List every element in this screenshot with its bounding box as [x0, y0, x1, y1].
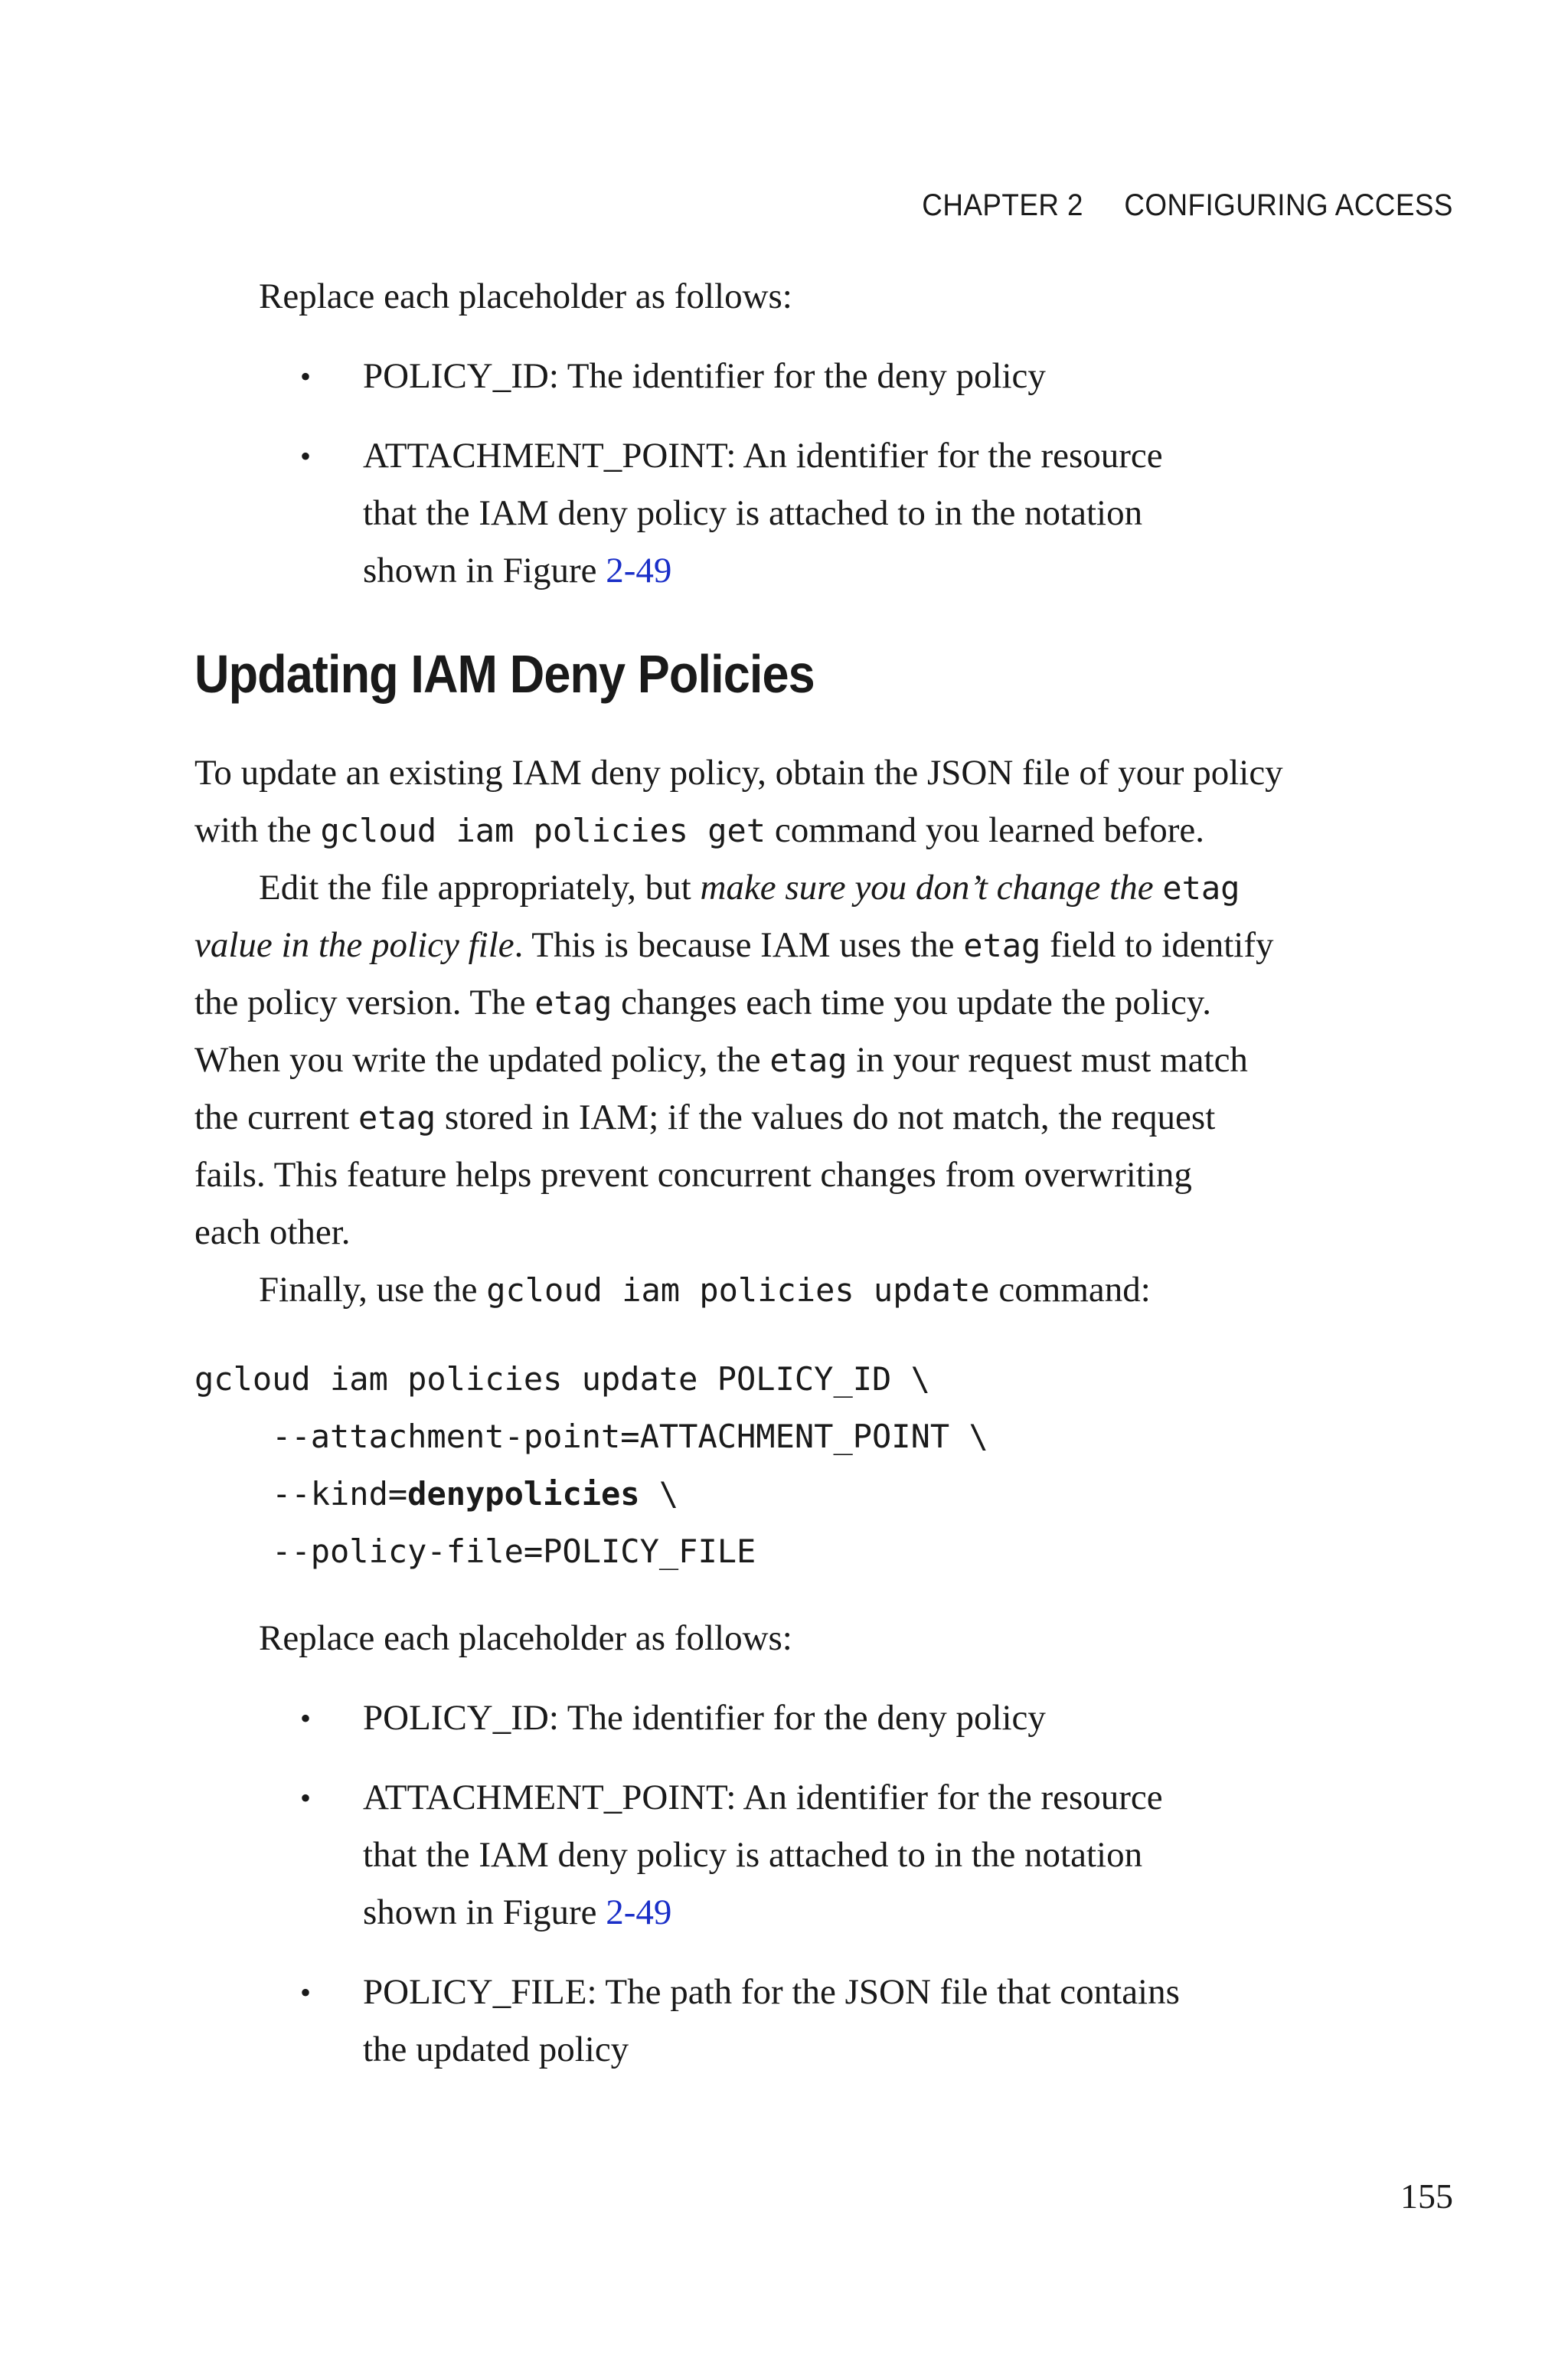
- bullet-attachment-line1: ATTACHMENT_POINT: An identifier for the resource: [363, 1778, 1163, 1817]
- paragraph-line: each other.: [194, 1212, 351, 1252]
- paragraph-line: the policy version. The etag changes each time you update the policy.: [194, 983, 1212, 1022]
- inline-code: etag: [1162, 869, 1240, 907]
- chapter-title: CONFIGURING ACCESS: [1124, 188, 1453, 222]
- bullet-attachment-line2: that the IAM deny policy is attached to in the notation: [363, 1835, 1143, 1875]
- code-line: --attachment-point=ATTACHMENT_POINT \: [194, 1418, 988, 1455]
- paragraph-line: Edit the file appropriately, but make sure you don’t change the etag: [259, 868, 1240, 908]
- bullet-policy-file-line1: POLICY_FILE: The path for the JSON file that contains: [363, 1972, 1180, 2012]
- section-heading: Updating IAM Deny Policies: [194, 644, 815, 704]
- bullet-icon: •: [300, 359, 312, 394]
- bullet-attachment-line2: that the IAM deny policy is attached to in the notation: [363, 493, 1143, 533]
- bullet-icon: •: [300, 1781, 312, 1815]
- code-line: --kind=denypolicies \: [194, 1475, 679, 1513]
- inline-code: gcloud iam policies update: [486, 1271, 990, 1309]
- bullet-policy-id: POLICY_ID: The identifier for the deny policy: [363, 356, 1046, 396]
- bullet-attachment-line1: ATTACHMENT_POINT: An identifier for the resource: [363, 436, 1163, 476]
- chapter-number: CHAPTER 2: [922, 188, 1084, 222]
- inline-code: etag: [963, 927, 1041, 964]
- paragraph-line: value in the policy file. This is because IAM uses the etag field to identify: [194, 925, 1274, 965]
- paragraph-line: To update an existing IAM deny policy, obtain the JSON file of your policy: [194, 753, 1283, 793]
- bullet-icon: •: [300, 439, 312, 473]
- bullet-attachment-line3: shown in Figure 2-49: [363, 1892, 672, 1932]
- paragraph-line: the current etag stored in IAM; if the values do not match, the request: [194, 1097, 1216, 1137]
- bullet-attachment-line3: shown in Figure 2-49: [363, 551, 672, 590]
- inline-code: etag: [769, 1042, 848, 1079]
- placeholder-intro: Replace each placeholder as follows:: [259, 1618, 792, 1658]
- paragraph-line: fails. This feature helps prevent concurrent changes from overwriting: [194, 1155, 1192, 1195]
- bullet-icon: •: [300, 1701, 312, 1735]
- bullet-policy-id: POLICY_ID: The identifier for the deny policy: [363, 1698, 1046, 1738]
- inline-code: etag: [534, 984, 612, 1022]
- page-number: 155: [1400, 2177, 1453, 2216]
- code-line: gcloud iam policies update POLICY_ID \: [194, 1360, 930, 1398]
- code-line: --policy-file=POLICY_FILE: [194, 1532, 756, 1570]
- bullet-icon: •: [300, 1975, 312, 2010]
- inline-code: etag: [358, 1099, 436, 1137]
- paragraph-line: Finally, use the gcloud iam policies update command:: [259, 1270, 1151, 1310]
- figure-link[interactable]: 2-49: [606, 551, 672, 590]
- running-head: [922, 188, 1453, 223]
- code-bold: denypolicies: [407, 1475, 640, 1513]
- bullet-policy-file-line2: the updated policy: [363, 2030, 629, 2069]
- paragraph-line: with the gcloud iam policies get command you learned before.: [194, 810, 1204, 850]
- placeholder-intro: Replace each placeholder as follows:: [259, 276, 792, 316]
- inline-code: gcloud iam policies get: [320, 812, 766, 849]
- code-block: [194, 1350, 988, 1580]
- figure-link[interactable]: 2-49: [606, 1892, 672, 1932]
- paragraph-line: When you write the updated policy, the etag in your request must match: [194, 1040, 1248, 1080]
